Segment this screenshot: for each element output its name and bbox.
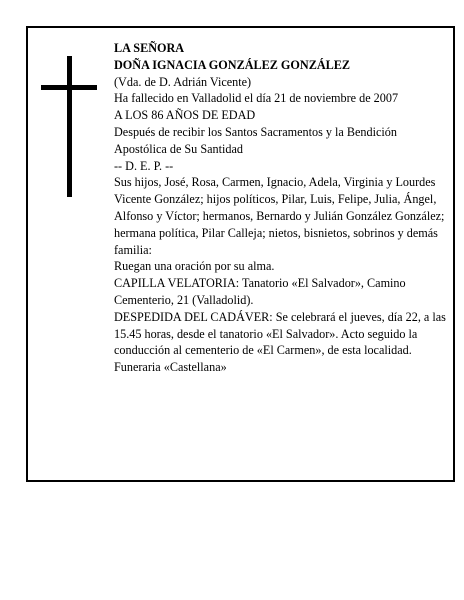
deceased-name: DOÑA IGNACIA GONZÁLEZ GONZÁLEZ — [114, 57, 351, 72]
farewell-info: DESPEDIDA DEL CADÁVER: Se celebrará el jueves, día 22, a las 15.45 horas, desde el tanatorio «El Salvador». Acto seguido la conducción al cementerio de «El Carmen», de esta localidad. — [114, 309, 446, 358]
wake-info: CAPILLA VELATORIA: Tanatorio «El Salvador», Camino Cementerio, 21 (Valladolid). — [114, 276, 406, 307]
obituary-notice — [26, 26, 455, 482]
cross-horizontal-bar — [41, 85, 97, 90]
family-text: Sus hijos, José, Rosa, Carmen, Ignacio, Adela, Virginia y Lourdes Vicente González; hijos políticos, Pilar, Luis, Felipe, Julia, Ángel, Alfonso y Víctor; hermanos, Bernardo y Julián González González; hermana política, Pilar Calleja; nietos, bisnietos, sobrinos y demás familia: — [114, 175, 445, 257]
cross-vertical-bar — [67, 56, 72, 197]
rip-line: -- D. E. P. -- — [114, 158, 174, 173]
widow-of: (Vda. de D. Adrián Vicente) — [114, 74, 252, 89]
sacraments-text: Después de recibir los Santos Sacramentos y la Bendición Apostólica de Su Santidad — [114, 124, 397, 156]
prayer-text: Ruegan una oración por su alma. — [114, 259, 275, 274]
title-line: LA SEÑORA — [114, 41, 185, 55]
notice-text — [114, 40, 446, 376]
age-line: A LOS 86 AÑOS DE EDAD — [114, 108, 256, 123]
funeral-home: Funeraria «Castellana» — [114, 360, 227, 375]
death-info: Ha fallecido en Valladolid el día 21 de noviembre de 2007 — [114, 91, 399, 106]
